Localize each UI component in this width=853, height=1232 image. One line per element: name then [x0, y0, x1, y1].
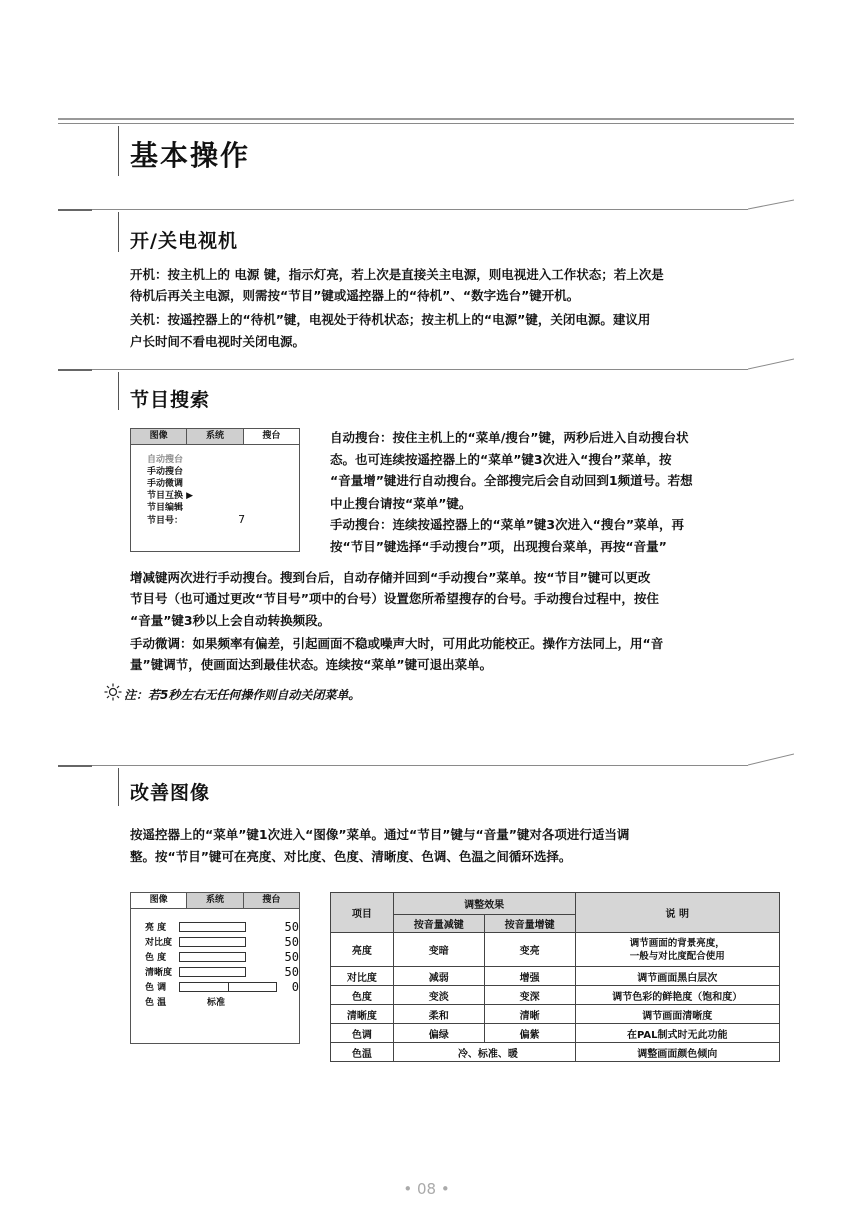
heading-bar-picture	[118, 768, 119, 806]
section-rule-picture	[58, 765, 748, 766]
section-tick	[58, 369, 92, 371]
cell-inc: 偏紫	[484, 1024, 575, 1043]
cell-dec-inc: 冷、标准、暖	[393, 1043, 575, 1062]
search-full-2: 节目号（也可通过更改“节目号”项中的台号）设置您所希望搜存的台号。手动搜台过程中，按住	[130, 591, 659, 606]
cell-item: 清晰度	[331, 1005, 394, 1024]
picture-row-color	[131, 949, 299, 964]
th-item: 项目	[331, 893, 394, 933]
row-value: 50	[284, 934, 299, 949]
power-line-2: 待机后再关主电源，则需按“节目”键或遥控器上的“待机”、“数字选台”键开机。	[130, 288, 580, 303]
row-label: 色 调	[145, 983, 167, 993]
menu-item-edit: 节目编辑	[147, 503, 184, 513]
menu-item-manual-search: 手动搜台	[147, 467, 184, 477]
cell-item: 色度	[331, 986, 394, 1005]
row-bar	[179, 967, 246, 977]
th-desc: 说 明	[575, 893, 779, 933]
picture-line-1: 按遥控器上的“菜单”键1次进入“图像”菜单。通过“节目”键与“音量”键对各项进行适当调	[130, 827, 630, 842]
cell-desc: 调节画面黑白层次	[575, 967, 779, 986]
menu-tab-system: 系统	[187, 893, 243, 908]
cell-item: 色温	[331, 1043, 394, 1062]
section-tick	[58, 209, 92, 211]
cell-dec: 柔和	[393, 1005, 484, 1024]
search-side-3: “音量增”键进行自动搜台。全部搜完后会自动回到1频道号。若想	[330, 473, 693, 488]
search-side-1: 自动搜台：按住主机上的“菜单/搜台”键，两秒后进入自动搜台状	[330, 430, 689, 445]
picture-row-hue	[131, 979, 299, 994]
heading-bar-power	[118, 212, 119, 252]
heading-bar-search	[118, 372, 119, 410]
dot-icon: •	[403, 1180, 417, 1198]
th-effect: 调整效果	[393, 893, 575, 915]
cell-inc: 变亮	[484, 933, 575, 967]
title-bar	[118, 126, 119, 176]
menu-item-auto-search: 自动搜台	[147, 455, 184, 465]
picture-row-contrast	[131, 934, 299, 949]
picture-menu	[130, 892, 300, 1044]
power-line-3: 关机：按遥控器上的“待机”键，电视处于待机状态；按主机上的“电源”键，关闭电源。建议用	[130, 312, 651, 327]
menu-tab-search: 搜台	[244, 429, 299, 444]
search-menu	[130, 428, 300, 552]
menu-item-fine-tune: 手动微调	[147, 479, 184, 489]
section-rule-flare	[748, 752, 794, 766]
program-label: 节目号：	[147, 516, 184, 526]
row-label: 清晰度	[145, 968, 173, 978]
search-full-5: 量”键调节，使画面达到最佳状态。连续按“菜单”键可退出菜单。	[130, 657, 493, 672]
cell-item: 对比度	[331, 967, 394, 986]
cell-desc: 调整画面颜色倾向	[575, 1043, 779, 1062]
section-rule-search	[58, 369, 748, 370]
row-label: 色 温	[145, 998, 167, 1008]
top-rule-thin	[58, 123, 794, 124]
menu-item-swap: 节目互换 ▶	[147, 491, 194, 501]
search-side-4: 中止搜台请按“菜单”键。	[330, 496, 472, 511]
picture-row-sharpness	[131, 964, 299, 979]
row-label: 亮 度	[145, 923, 167, 933]
menu-tab-system: 系统	[187, 429, 243, 444]
menu-item-program	[131, 514, 299, 526]
heading-picture: 改善图像	[130, 782, 211, 804]
row-bar	[179, 982, 278, 992]
picture-row-brightness	[131, 919, 299, 934]
power-line-1: 开机：按主机上的 电源 键，指示灯亮，若上次是直接关主电源，则电视进入工作状态；若上次是	[130, 267, 664, 282]
adjust-table	[330, 892, 780, 1062]
row-label: 对比度	[145, 938, 173, 948]
top-rule	[58, 118, 794, 120]
dot-icon: •	[436, 1180, 450, 1198]
row-value: 0	[291, 979, 300, 994]
row-bar	[179, 922, 246, 932]
search-side-5: 手动搜台：连续按遥控器上的“菜单”键3次进入“搜台”菜单，再	[330, 517, 685, 532]
row-bar	[179, 937, 246, 947]
cell-dec: 变暗	[393, 933, 484, 967]
th-inc: 按音量增键	[484, 915, 575, 933]
program-value: 7	[238, 513, 246, 526]
row-value: 标准	[207, 998, 226, 1008]
menu-tab-search: 搜台	[244, 893, 299, 908]
heading-power: 开/关电视机	[130, 230, 238, 252]
cell-inc: 变深	[484, 986, 575, 1005]
section-tick	[58, 765, 92, 767]
cell-dec: 偏绿	[393, 1024, 484, 1043]
menu-tab-picture: 图像	[131, 893, 187, 908]
page-number	[0, 1180, 853, 1198]
hue-center-mark	[228, 982, 229, 992]
cell-item: 亮度	[331, 933, 394, 967]
cell-inc: 清晰	[484, 1005, 575, 1024]
picture-row-temperature	[131, 994, 299, 1009]
cell-dec: 减弱	[393, 967, 484, 986]
page-title: 基本操作	[130, 139, 251, 172]
cell-inc: 增强	[484, 967, 575, 986]
heading-search: 节目搜索	[130, 389, 211, 411]
row-value: 50	[284, 919, 299, 934]
page-number-text: 08	[416, 1180, 437, 1198]
section-rule-flare	[748, 198, 794, 212]
search-side-2: 态。也可连续按遥控器上的“菜单”键3次进入“搜台”菜单，按	[330, 452, 672, 467]
row-label: 色 度	[145, 953, 167, 963]
cell-dec: 变淡	[393, 986, 484, 1005]
cell-item: 色调	[331, 1024, 394, 1043]
cell-desc: 调节画面清晰度	[575, 1005, 779, 1024]
search-side-6: 按“节目”键选择“手动搜台”项，出现搜台菜单，再按“音量”	[330, 539, 667, 554]
row-value: 50	[284, 949, 299, 964]
section-rule-power	[58, 209, 748, 210]
section-rule-flare	[748, 357, 794, 371]
cell-desc: 调节画面的背景亮度， 一般与对比度配合使用	[575, 933, 779, 967]
search-note: 注：若5秒左右无任何操作则自动关闭菜单。	[124, 688, 361, 702]
picture-line-2: 整。按“节目”键可在亮度、对比度、色度、清晰度、色调、色温之间循环选择。	[130, 849, 572, 864]
th-dec: 按音量减键	[393, 915, 484, 933]
sun-icon	[104, 683, 122, 701]
search-full-4: 手动微调：如果频率有偏差，引起画面不稳或噪声大时，可用此功能校正。操作方法同上，用“音	[130, 636, 664, 651]
row-value: 50	[284, 964, 299, 979]
cell-desc: 调节色彩的鲜艳度（饱和度）	[575, 986, 779, 1005]
cell-desc: 在PAL制式时无此功能	[575, 1024, 779, 1043]
row-bar	[179, 952, 246, 962]
power-line-4: 户长时间不看电视时关闭电源。	[130, 334, 306, 349]
search-full-1: 增减键两次进行手动搜台。搜到台后，自动存储并回到“手动搜台”菜单。按“节目”键可以更改	[130, 570, 651, 585]
menu-tab-picture: 图像	[131, 429, 187, 444]
search-full-3: “音量”键3秒以上会自动转换频段。	[130, 613, 331, 628]
